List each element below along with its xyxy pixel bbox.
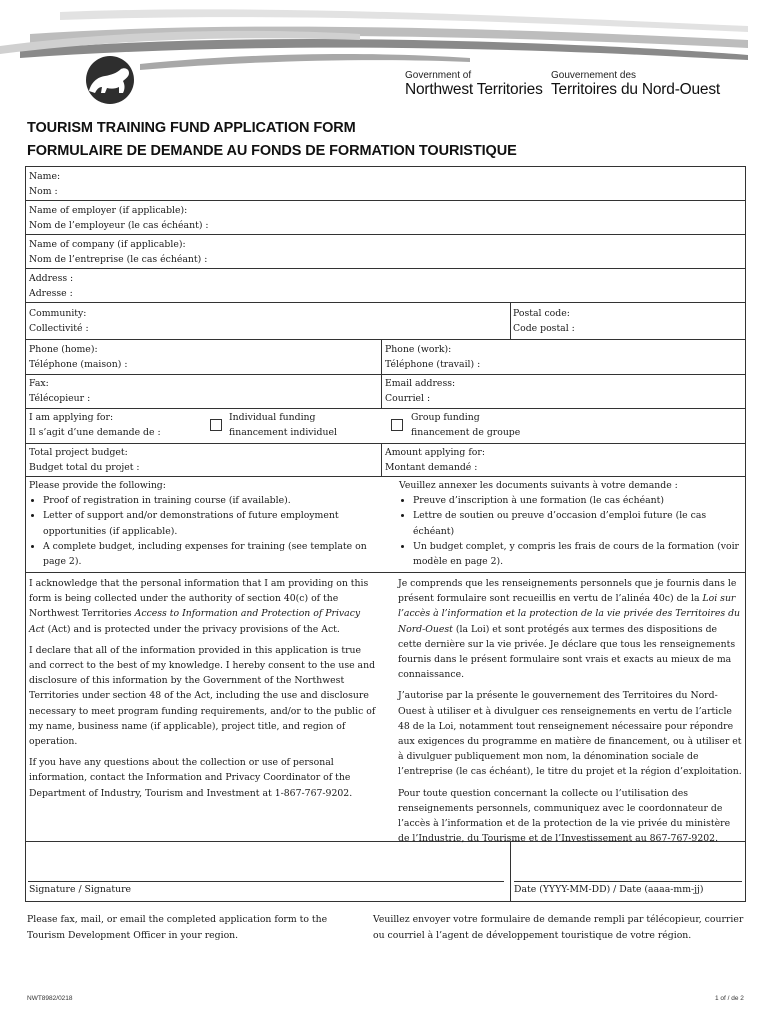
applying-for-label bbox=[29, 410, 161, 440]
email-label-fr: Courriel : bbox=[385, 393, 431, 404]
list-item: • A complete budget, including expenses for training (see template on page 2). bbox=[43, 539, 374, 569]
privacy-act-title-fr: Loi sur l’accès à l’information et la protection de la vie privée des Territoires du Nord-Ouest bbox=[398, 593, 741, 635]
applying-label-en: I am applying for: bbox=[29, 412, 114, 423]
group-label-fr: financement de groupe bbox=[411, 427, 521, 438]
phone-home-label-fr: Téléphone (maison) : bbox=[29, 359, 128, 370]
email-field[interactable] bbox=[385, 376, 455, 406]
group-label-en: Group funding bbox=[411, 412, 480, 423]
gov-name-french bbox=[551, 70, 720, 99]
row-divider bbox=[26, 268, 745, 269]
col-divider bbox=[381, 339, 382, 408]
privacy-en-p2: I declare that all of the information provided in this application is true and correct to the best of my knowledge. I hereby consent to the use and disclosure of this information by the Government of the Northwest Territories under section 48 of the Act, including the use and disclosure necessary to meet program funding requirements, and/or to the public of my name, business name (if applicable), project title, and region of operation. bbox=[29, 644, 376, 748]
company-field[interactable] bbox=[29, 237, 207, 267]
company-label-fr: Nom de l’entreprise (le cas échéant) : bbox=[29, 254, 208, 265]
row-divider bbox=[26, 443, 745, 444]
gov-name-english bbox=[405, 70, 543, 99]
list-item: • Proof of registration in training course (if available). bbox=[43, 493, 374, 508]
row-divider bbox=[26, 374, 745, 375]
form-code: NWT8982/0218 bbox=[27, 995, 73, 1002]
privacy-fr-p1-c: (la Loi) et sont protégés aux termes des dispositions de cette dernière sur la vie privée. Je déclare que tous les renseignements fournis dans le présent formulaire sont vrais et exacts au mieux de ma connaissance. bbox=[398, 623, 736, 681]
privacy-en-p1-a: I acknowledge that the personal information that I am providing on this form is being collected under the authority of section 40(c) of the Northwest Territories bbox=[29, 578, 369, 620]
provide-intro-en: Please provide the following: bbox=[29, 480, 166, 491]
address-label-fr: Adresse : bbox=[29, 288, 73, 299]
budget-label-fr: Budget total du projet : bbox=[29, 462, 140, 473]
group-funding-checkbox[interactable] bbox=[391, 419, 403, 431]
postal-label-fr: Code postal : bbox=[513, 323, 575, 334]
name-field[interactable] bbox=[29, 169, 60, 199]
page-number: 1 of / de 2 bbox=[715, 995, 744, 1002]
fax-label-fr: Télécopieur : bbox=[29, 393, 91, 404]
provide-items-en bbox=[29, 493, 374, 569]
privacy-en-p1 bbox=[29, 576, 377, 637]
row-divider bbox=[26, 476, 745, 477]
list-item: • Lettre de soutien ou preuve d’occasion d’emploi future (le cas échéant) bbox=[413, 508, 744, 538]
form-title-french: FORMULAIRE DE DEMANDE AU FONDS DE FORMATION TOURISTIQUE bbox=[27, 143, 517, 159]
privacy-statement-french bbox=[398, 576, 743, 852]
privacy-fr-p1 bbox=[398, 576, 743, 682]
phone-work-label-fr: Téléphone (travail) : bbox=[385, 359, 481, 370]
company-label-en: Name of company (if applicable): bbox=[29, 239, 186, 250]
privacy-en-p3: If you have any questions about the collection or use of personal information, contact the Information and Privacy Coordinator of the Department of Industry, Tourism and Investment at 1-867-767-9202. bbox=[29, 757, 353, 799]
submit-instructions-french: Veuillez envoyer votre formulaire de demande rempli par télécopieur, courrier ou courriel à l’agent de développement touristique de votre région. bbox=[373, 914, 744, 941]
individual-label-en: Individual funding bbox=[229, 412, 316, 423]
provide-intro-fr: Veuillez annexer les documents suivants à votre demande : bbox=[399, 480, 678, 491]
polar-bear-logo-icon bbox=[75, 55, 145, 105]
privacy-fr-p1-a: Je comprends que les renseignements personnels que je fournis dans le présent formulaire sont recueillis en vertu de l’alinéa 40c) de la bbox=[398, 578, 737, 605]
phone-home-label-en: Phone (home): bbox=[29, 344, 98, 355]
amount-label-fr: Montant demandé : bbox=[385, 462, 478, 473]
row-divider bbox=[26, 302, 745, 303]
privacy-en-p1-c: (Act) and is protected under the privacy provisions of the Act. bbox=[44, 623, 340, 635]
privacy-act-title-en: Access to Information and Protection of Privacy Act bbox=[29, 608, 361, 635]
community-label-en: Community: bbox=[29, 308, 87, 319]
community-label-fr: Collectivité : bbox=[29, 323, 89, 334]
application-form bbox=[25, 166, 746, 902]
community-field[interactable] bbox=[29, 306, 89, 336]
name-label-en: Name: bbox=[29, 171, 61, 182]
phone-home-field[interactable] bbox=[29, 342, 127, 372]
row-divider bbox=[26, 234, 745, 235]
form-title-english: TOURISM TRAINING FUND APPLICATION FORM bbox=[27, 120, 356, 136]
provide-list-english bbox=[29, 478, 374, 569]
privacy-fr-p2: J’autorise par la présente le gouvernement des Territoires du Nord-Ouest à utiliser et à divulguer ces renseignements en vertu de l’article 48 de la Loi, notamment tout renseignement nécessaire pour répondre aux exigences du programme en matière de financement, ou à utiliser et à divulguer publiquement mon nom, la dénomination sociale de l’entreprise (le cas échéant), le titre du projet et la région d’exploitation. bbox=[398, 690, 742, 778]
individual-funding-checkbox[interactable] bbox=[210, 419, 222, 431]
amount-applying-field[interactable] bbox=[385, 445, 485, 475]
gov-fr-small: Gouvernement des bbox=[551, 70, 637, 81]
gov-en-big: Northwest Territories bbox=[405, 81, 543, 98]
individual-label-fr: financement individuel bbox=[229, 427, 337, 438]
list-item: • Un budget complet, y compris les frais de cours de la formation (voir modèle en page 2). bbox=[413, 539, 744, 569]
date-label: Date (YYYY-MM-DD) / Date (aaaa-mm-jj) bbox=[514, 884, 704, 895]
privacy-fr-p3: Pour toute question concernant la collecte ou l’utilisation des renseignements personnels, communiquez avec le coordonnateur de l’accès à l’information et de la protection de la vie privée du ministère de l’Industrie, du Tourisme et de l’Investissement au 867-767-9202. bbox=[398, 787, 731, 845]
col-divider bbox=[381, 443, 382, 476]
amount-label-en: Amount applying for: bbox=[385, 447, 485, 458]
employer-label-fr: Nom de l’employeur (le cas échéant) : bbox=[29, 220, 209, 231]
address-field[interactable] bbox=[29, 271, 73, 301]
provide-list-french bbox=[399, 478, 744, 569]
employer-field[interactable] bbox=[29, 203, 209, 233]
postal-label-en: Postal code: bbox=[513, 308, 570, 319]
row-divider bbox=[26, 572, 745, 573]
submit-instructions-english: Please fax, mail, or email the completed application form to the Tourism Development Officer in your region. bbox=[27, 914, 328, 941]
postal-code-field[interactable] bbox=[513, 306, 575, 336]
fax-label-en: Fax: bbox=[29, 378, 49, 389]
provide-items-fr bbox=[399, 493, 744, 569]
applying-label-fr: Il s’agit d’une demande de : bbox=[29, 427, 161, 438]
list-item: • Letter of support and/or demonstrations of future employment opportunities (if applicable). bbox=[43, 508, 374, 538]
email-label-en: Email address: bbox=[385, 378, 456, 389]
col-divider bbox=[510, 302, 511, 339]
row-divider bbox=[26, 339, 745, 340]
list-item: • Preuve d’inscription à une formation (le cas échéant) bbox=[413, 493, 744, 508]
employer-label-en: Name of employer (if applicable): bbox=[29, 205, 188, 216]
individual-funding-label bbox=[229, 410, 337, 440]
row-divider bbox=[26, 408, 745, 409]
signature-label: Signature / Signature bbox=[29, 884, 132, 895]
fax-field[interactable] bbox=[29, 376, 90, 406]
gov-fr-big: Territoires du Nord-Ouest bbox=[551, 81, 721, 98]
budget-label-en: Total project budget: bbox=[29, 447, 128, 458]
group-funding-label bbox=[411, 410, 520, 440]
phone-work-label-en: Phone (work): bbox=[385, 344, 452, 355]
page-header bbox=[0, 0, 770, 112]
total-budget-field[interactable] bbox=[29, 445, 140, 475]
row-divider bbox=[26, 200, 745, 201]
phone-work-field[interactable] bbox=[385, 342, 480, 372]
privacy-statement-english bbox=[29, 576, 377, 807]
name-label-fr: Nom : bbox=[29, 186, 58, 197]
gov-en-small: Government of bbox=[405, 70, 472, 81]
address-label-en: Address : bbox=[29, 273, 74, 284]
